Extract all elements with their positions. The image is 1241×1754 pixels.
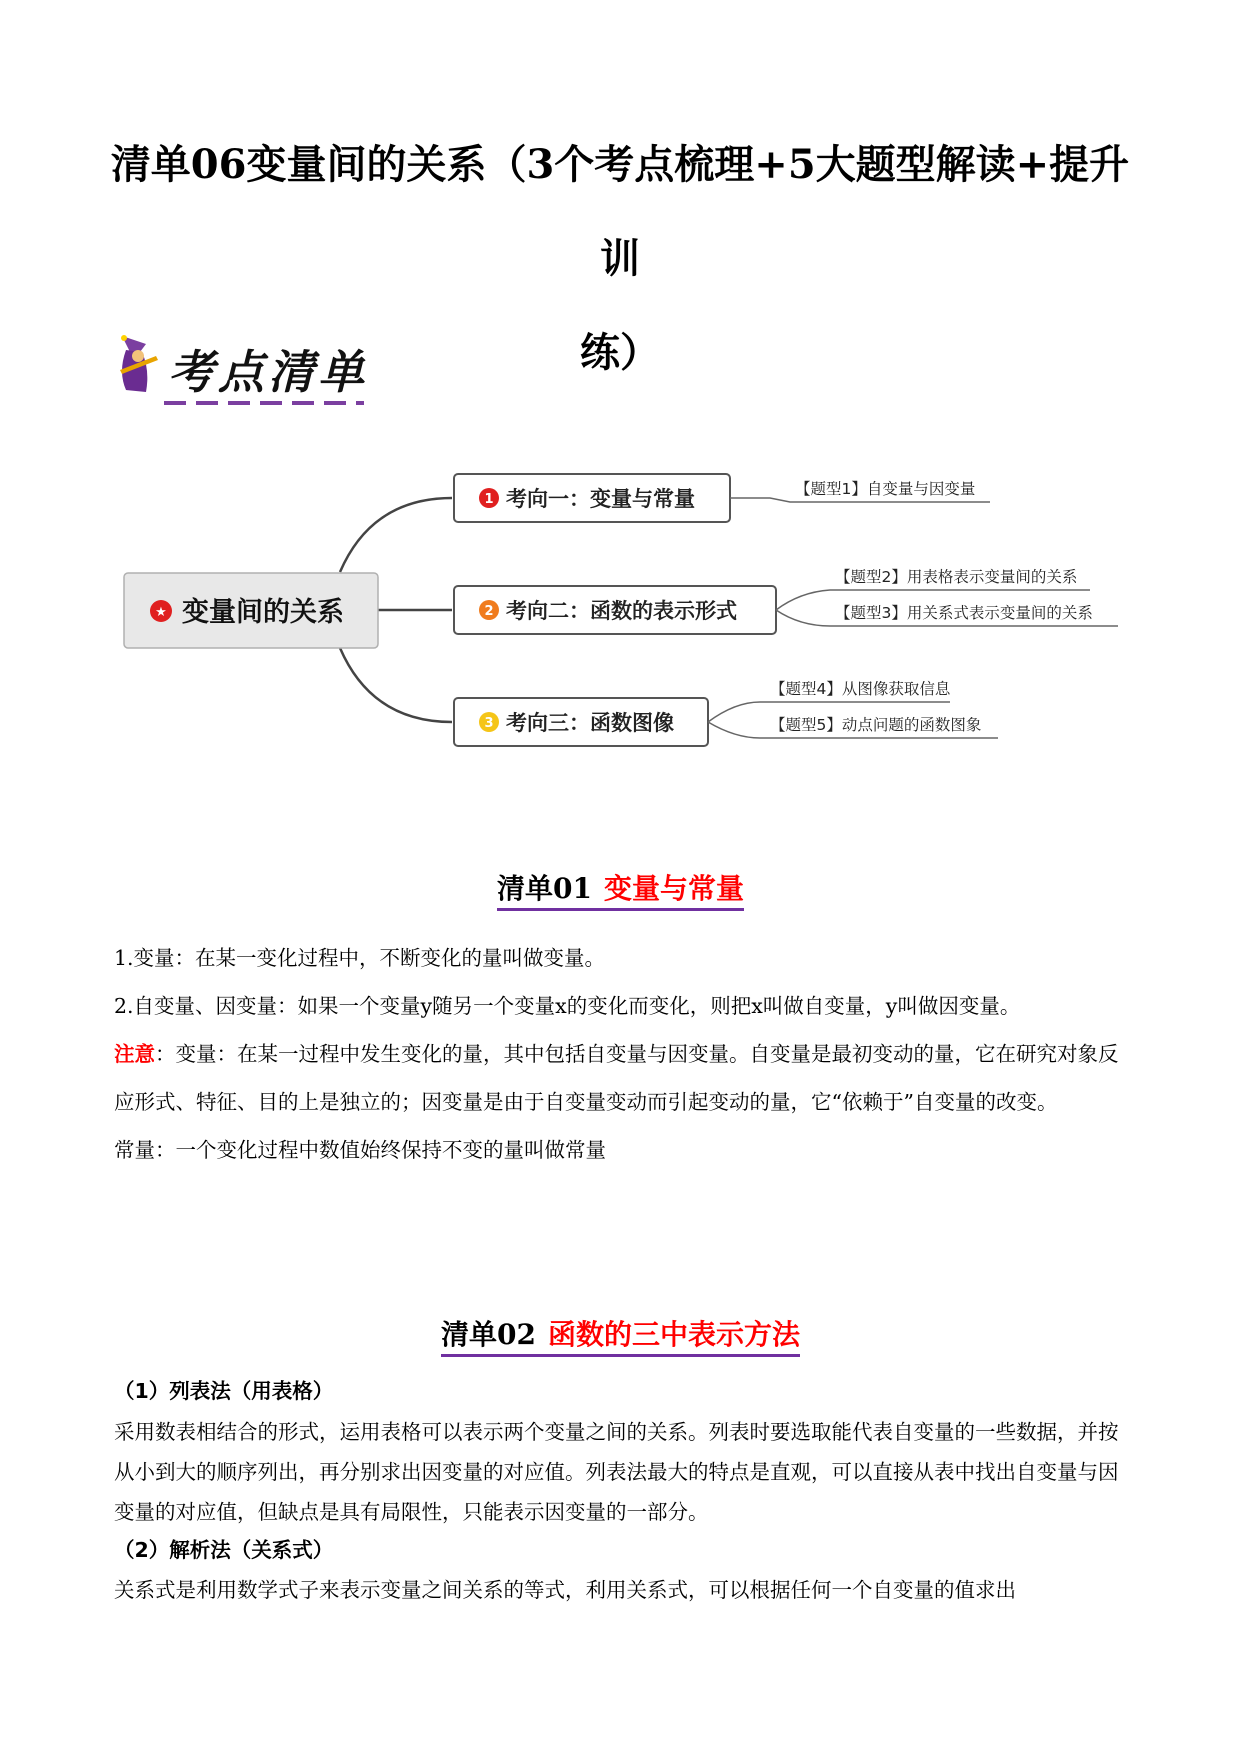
section-1-number: 清单01 <box>497 872 592 905</box>
independent-dependent-definition: 2.自变量、因变量：如果一个变量y随另一个变量x的变化而变化，则把x叫做自变量，y叫做因变量。 <box>114 994 1021 1018</box>
branch-1-label: 考向一：变量与常量 <box>506 487 695 511</box>
branch-2-item-1: 【题型2】用表格表示变量间的关系 <box>835 568 1078 586</box>
note-text: ：变量：在某一过程中发生变化的量，其中包括自变量与因变量。自变量是最初变动的量，它在研究对象反应形式、特征、目的上是独立的；因变量是由于自变量变动而引起变动的量，它“依赖于”自变量的改变。 <box>114 1042 1119 1114</box>
section-2-heading <box>0 1318 1241 1357</box>
wizard-icon <box>116 330 166 410</box>
svg-text:3: 3 <box>484 716 494 731</box>
svg-text:★: ★ <box>155 605 167 620</box>
note-paragraph <box>114 1030 1130 1126</box>
branch-2-label: 考向二：函数的表示形式 <box>506 599 737 623</box>
badge-text: 考点清单 <box>168 345 368 399</box>
connector-branch-1 <box>340 498 452 572</box>
mindmap-branch-3 <box>454 698 708 746</box>
analytic-method-heading: （2）解析法（关系式） <box>114 1538 334 1562</box>
kaodian-badge <box>116 330 376 410</box>
list-method-text: 采用数表相结合的形式，运用表格可以表示两个变量之间的关系。列表时要选取能代表自变量的一些数据，并按从小到大的顺序列出，再分别求出因变量的对应值。列表法最大的特点是直观，可以直接从表中找出自变量与因变量的对应值，但缺点是具有局限性，只能表示因变量的一部分。 <box>114 1420 1119 1524</box>
branch-2-item-2: 【题型3】用关系式表示变量间的关系 <box>835 604 1093 622</box>
svg-text:2: 2 <box>484 604 494 619</box>
branch-3-item-1: 【题型4】从图像获取信息 <box>770 680 951 698</box>
section-2-number: 清单02 <box>441 1318 536 1351</box>
branch-3-label: 考向三：函数图像 <box>506 711 674 735</box>
mindmap <box>0 420 1241 780</box>
constant-definition: 常量：一个变化过程中数值始终保持不变的量叫做常量 <box>114 1138 606 1162</box>
mindmap-center-label: 变量间的关系 <box>182 597 344 628</box>
badge-underline <box>164 400 364 406</box>
list-method-heading: （1）列表法（用表格） <box>114 1379 334 1403</box>
analytic-method-text: 关系式是利用数学式子来表示变量之间关系的等式，利用关系式，可以根据任何一个自变量的值求出 <box>114 1578 1016 1602</box>
section-1-topic: 变量与常量 <box>603 872 744 905</box>
variable-definition: 1.变量：在某一变化过程中，不断变化的量叫做变量。 <box>114 946 606 970</box>
note-label: 注意 <box>114 1042 155 1066</box>
branch-3-item-2: 【题型5】动点问题的函数图象 <box>770 716 982 734</box>
mindmap-branch-1 <box>454 474 730 522</box>
mindmap-branch-2 <box>454 586 776 634</box>
section-1-body <box>114 934 1130 1174</box>
section-1-heading <box>0 872 1241 911</box>
connector-branch-3 <box>340 648 452 722</box>
page-title-line-1: 清单06变量间的关系（3个考点梳理+5大题型解读+提升训 <box>110 141 1130 282</box>
svg-text:1: 1 <box>484 492 494 507</box>
mindmap-center-node <box>124 573 378 648</box>
page-title-line-2: 练） <box>580 329 660 376</box>
branch-1-item-1: 【题型1】自变量与因变量 <box>795 480 976 498</box>
section-2-topic: 函数的三中表示方法 <box>547 1318 800 1351</box>
